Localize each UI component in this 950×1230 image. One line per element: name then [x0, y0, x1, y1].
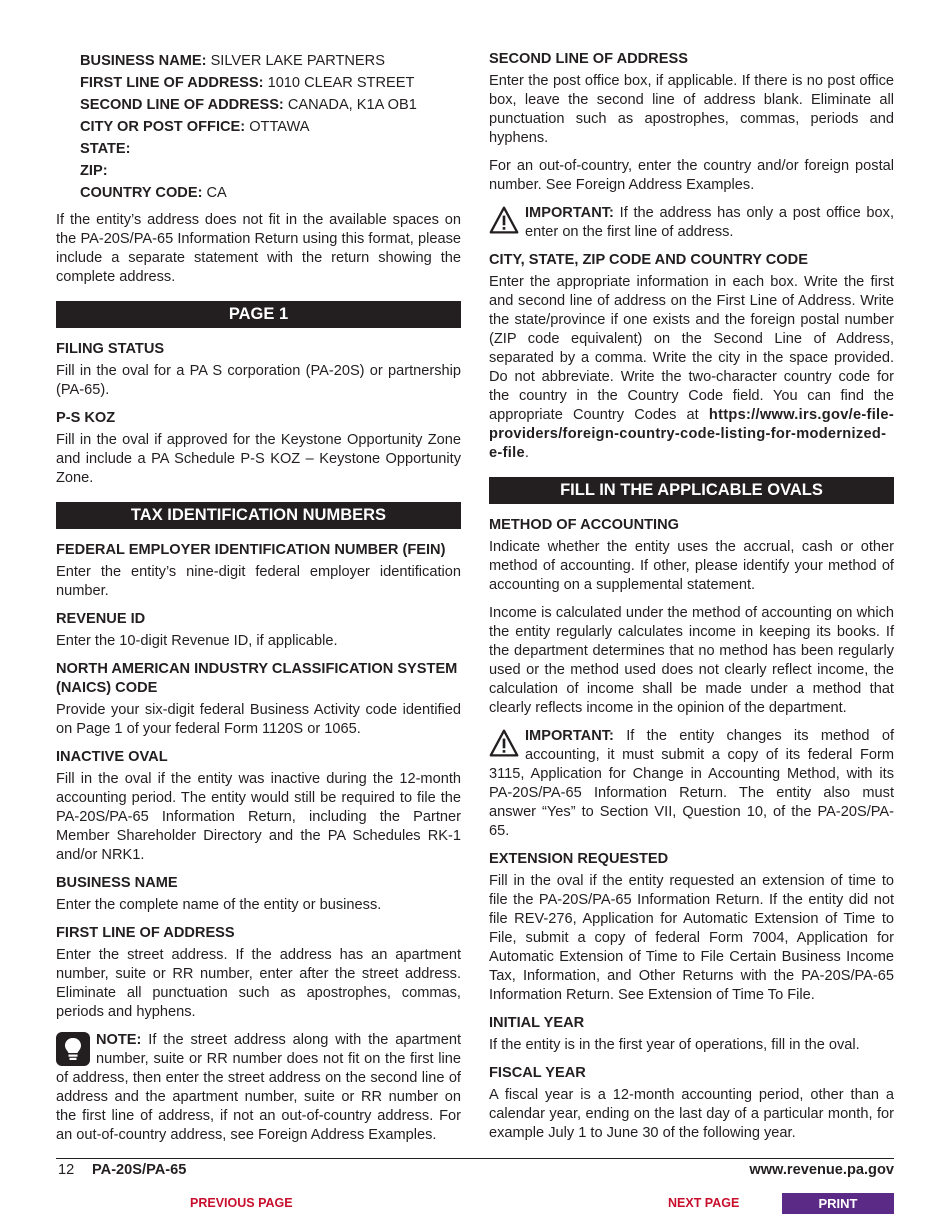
- note-block: [56, 1031, 461, 1145]
- second-line-heading: SECOND LINE OF ADDRESS: [489, 51, 688, 67]
- tin-banner: TAX IDENTIFICATION NUMBERS: [56, 502, 461, 529]
- address-row: CITY OR POST OFFICE: OTTAWA: [80, 119, 310, 135]
- country-code-link[interactable]: https://www.irs.gov/e-file-providers/foreign-country-code-listing-for-modernized-e-file: [489, 407, 894, 461]
- fiscal-year-text: A fiscal year is a 12-month accounting period, other than a calendar year, ending on the last day of a particular month, for example July 1 to June 30 of the following year.: [489, 1087, 894, 1141]
- address-example: [56, 50, 461, 204]
- form-name: PA-20S/PA-65: [92, 1162, 187, 1178]
- website: www.revenue.pa.gov: [749, 1162, 894, 1178]
- address-note: If the entity’s address does not fit in the available spaces on the PA-20S/PA-65 Information Return using this format, please include a separate statement with the return showing the complete address.: [56, 212, 461, 285]
- address-row: ZIP:: [80, 163, 108, 179]
- city-state-heading: CITY, STATE, ZIP CODE AND COUNTRY CODE: [489, 252, 808, 268]
- important-text-1: IMPORTANT: If the address has only a post office box, enter on the first line of address.: [525, 205, 894, 240]
- method-heading: METHOD OF ACCOUNTING: [489, 517, 679, 533]
- ovals-banner: FILL IN THE APPLICABLE OVALS: [489, 477, 894, 504]
- address-row: FIRST LINE OF ADDRESS: 1010 CLEAR STREET: [80, 75, 415, 91]
- first-line-text: Enter the street address. If the address has an apartment number, suite or RR number, enter after the street address. Eliminate all punctuation such as apostrophes, commas, periods and hyphens.: [56, 947, 461, 1020]
- revenue-id-heading: REVENUE ID: [56, 611, 146, 627]
- print-button[interactable]: PRINT: [782, 1193, 894, 1214]
- revenue-id-text: Enter the 10-digit Revenue ID, if applicable.: [56, 633, 338, 649]
- page1-banner: PAGE 1: [56, 301, 461, 328]
- filing-status-text: Fill in the oval for a PA S corporation (PA-20S) or partnership (PA-65).: [56, 363, 461, 398]
- previous-page-link[interactable]: PREVIOUS PAGE: [190, 1196, 293, 1210]
- initial-year-text: If the entity is in the first year of operations, fill in the oval.: [489, 1037, 860, 1053]
- method-text: Indicate whether the entity uses the accrual, cash or other method of accounting. If other, please identify your method of accounting on a supplemental statement.: [489, 539, 894, 593]
- business-name-heading: BUSINESS NAME: [56, 875, 178, 891]
- address-row: COUNTRY CODE: CA: [80, 185, 227, 201]
- left-column: [56, 50, 461, 1154]
- inactive-heading: INACTIVE OVAL: [56, 749, 168, 765]
- city-state-text: Enter the appropriate information in each box. Write the first and second line of address on the First Line of Address. Write the state/province if one exists and the foreign postal number (ZIP code equivalent) on the Second Line of Address, separated by a comma. Write the city in the space provided. Do not abbreviate. Write the two-character country code for the country in the Country Code field. You can find the appropriate Country Codes at https://www.irs.gov/e-file-providers/foreign-country-code-listing-for-modernized-e-file.: [489, 274, 894, 461]
- ps-koz-heading: P-S KOZ: [56, 410, 116, 426]
- address-row: BUSINESS NAME: SILVER LAKE PARTNERS: [80, 53, 385, 69]
- address-row: SECOND LINE OF ADDRESS: CANADA, K1A OB1: [80, 97, 417, 113]
- income-text: Income is calculated under the method of accounting on which the entity regularly calculates income in keeping its books. If the department determines that no method has been regularly used or the method used does not clearly reflect income, the calculation of income shall be made under a method that clearly reflects income in the opinion of the department.: [489, 605, 894, 716]
- second-line-text: Enter the post office box, if applicable. If there is no post office box, leave the second line of address blank. Eliminate all punctuation such as apostrophes, commas, periods and hyphens.: [489, 73, 894, 146]
- inactive-text: Fill in the oval if the entity was inactive during the 12-month accounting period. The entity would still be required to file the PA-20S/PA-65 Information Return, including the Partner Member Shareholder Directory and the PA Schedules RK-1 and/or NRK1.: [56, 771, 461, 863]
- fein-text: Enter the entity’s nine-digit federal employer identification number.: [56, 564, 461, 599]
- filing-status-heading: FILING STATUS: [56, 341, 165, 357]
- extension-text: Fill in the oval if the entity requested an extension of time to file the PA-20S/PA-65 Information Return. If the entity did not file REV-276, Application for Automatic Extension of Time to File, submit a copy of federal Form 7004, Application for Automatic Extension of Time to File Certain Business Income Tax, Information, and Other Returns with the PA-20S/PA-65 Information Return. See Extension of Time To File.: [489, 873, 894, 1003]
- right-column: [489, 50, 894, 1152]
- out-of-country-text: For an out-of-country, enter the country and/or foreign postal number. See Foreign Address Examples.: [489, 158, 894, 193]
- address-row: STATE:: [80, 141, 131, 157]
- next-page-link[interactable]: NEXT PAGE: [668, 1196, 740, 1210]
- important-text-2: IMPORTANT: If the entity changes its method of accounting, it must submit a copy of its federal Form 3115, Application for Change in Accounting Method, with its PA-20S/PA-65 Information Return. The entity also must answer “Yes” to Section VII, Question 10, of the PA-20S/PA-65.: [489, 728, 894, 839]
- page-number: 12: [58, 1162, 75, 1178]
- naics-heading: NORTH AMERICAN INDUSTRY CLASSIFICATION SYSTEM (NAICS) CODE: [56, 661, 458, 696]
- important-block-2: [489, 727, 894, 841]
- footer-divider: [56, 1158, 894, 1159]
- extension-heading: EXTENSION REQUESTED: [489, 851, 669, 867]
- ps-koz-text: Fill in the oval if approved for the Keystone Opportunity Zone and include a PA Schedule P-S KOZ – Keystone Opportunity Zone.: [56, 432, 461, 486]
- warning-icon: [489, 205, 519, 235]
- first-line-heading: FIRST LINE OF ADDRESS: [56, 925, 235, 941]
- fiscal-year-heading: FISCAL YEAR: [489, 1065, 586, 1081]
- fein-heading: FEDERAL EMPLOYER IDENTIFICATION NUMBER (FEIN): [56, 542, 446, 558]
- business-name-text: Enter the complete name of the entity or business.: [56, 897, 382, 913]
- note-text: NOTE: If the street address along with the apartment number, suite or RR number does not fit on the first line of address, then enter the street address on the second line of address and the apartment number, suite or RR number on the first line of address, if not an out-of-country address. For an out-of-country address, see Foreign Address Examples.: [56, 1032, 461, 1143]
- initial-year-heading: INITIAL YEAR: [489, 1015, 585, 1031]
- warning-icon: [489, 728, 519, 758]
- naics-text: Provide your six-digit federal Business Activity code identified on Page 1 of your federal Form 1120S or 1065.: [56, 702, 461, 737]
- lightbulb-icon: [56, 1032, 90, 1066]
- important-block-1: [489, 204, 894, 242]
